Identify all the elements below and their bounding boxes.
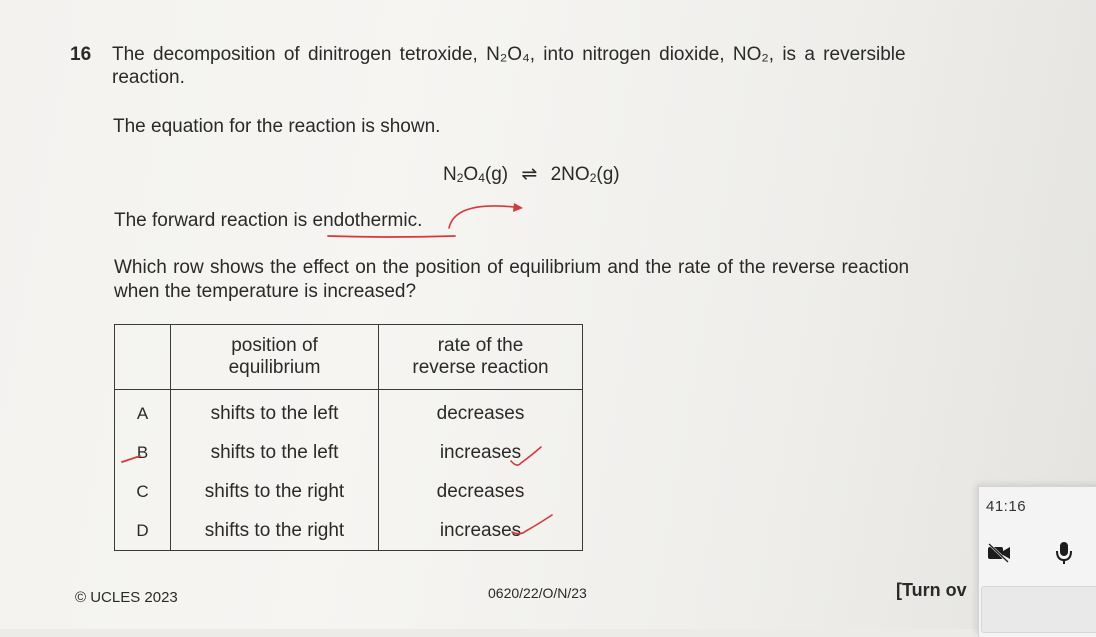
option-letter: B: [115, 433, 171, 472]
option-letter: A: [115, 390, 171, 434]
turn-over-label: [Turn ov: [896, 580, 967, 600]
option-position: shifts to the left: [171, 433, 379, 472]
equation-part: O: [463, 164, 479, 185]
equation-part: 2NO: [550, 164, 590, 185]
pen-underline-endothermic: [328, 236, 455, 237]
question-prompt-line-1: Which row shows the effect on the position of equilibrium and the rate of the reverse reaction: [114, 257, 910, 278]
header-text: equilibrium: [228, 357, 321, 378]
table-row[interactable]: [115, 390, 583, 434]
header-rate-of-reverse-reaction: [379, 325, 583, 390]
equation-part: (g): [484, 164, 509, 185]
equation-subscript: 4: [478, 171, 485, 185]
option-position: shifts to the right: [171, 511, 379, 551]
equation-intro: The equation for the reaction is shown.: [113, 116, 441, 137]
equation-part: N: [443, 164, 457, 185]
question-number: 16: [70, 44, 92, 65]
option-position: shifts to the left: [171, 390, 379, 434]
table-row[interactable]: [115, 433, 583, 472]
question-prompt-line-2: when the temperature is increased?: [114, 281, 417, 302]
call-timer: 41:16: [986, 498, 1027, 515]
equation-subscript: 2: [456, 171, 464, 185]
table-row[interactable]: [115, 511, 583, 551]
header-text: reverse reaction: [412, 357, 549, 378]
equation-part: (g): [596, 164, 620, 185]
answer-options-table: [114, 324, 583, 551]
table-row[interactable]: [115, 472, 583, 511]
equation-subscript: 2: [589, 171, 597, 185]
option-rate: decreases: [379, 472, 583, 511]
equilibrium-arrow: ⇌: [521, 164, 538, 185]
header-text: position of: [231, 335, 318, 356]
self-view-tile[interactable]: [981, 586, 1096, 633]
question-line-1: The decomposition of dinitrogen tetroxide, N₂O₄, into nitrogen dioxide, NO₂, is a reversible: [112, 44, 906, 65]
header-position-of-equilibrium: [171, 325, 379, 390]
chemical-equation: [443, 163, 620, 186]
option-position: shifts to the right: [171, 472, 379, 511]
option-letter: D: [115, 511, 171, 551]
option-rate: increases: [379, 511, 583, 551]
header-text: rate of the: [437, 335, 524, 356]
table-header-row: [115, 325, 583, 390]
header-empty-cell: [115, 325, 171, 390]
option-rate: decreases: [379, 390, 583, 434]
option-letter: C: [115, 472, 171, 511]
forward-reaction-statement: The forward reaction is endothermic.: [114, 210, 423, 231]
question-line-2: reaction.: [112, 67, 185, 88]
camera-off-icon[interactable]: [986, 542, 1012, 569]
pen-arrow-head: [513, 203, 523, 212]
microphone-icon[interactable]: [1055, 540, 1073, 571]
copyright-notice: © UCLES 2023: [75, 589, 178, 606]
option-rate: increases: [379, 433, 583, 472]
paper-code: 0620/22/O/N/23: [488, 585, 587, 601]
pen-arrow-curve: [449, 206, 514, 228]
